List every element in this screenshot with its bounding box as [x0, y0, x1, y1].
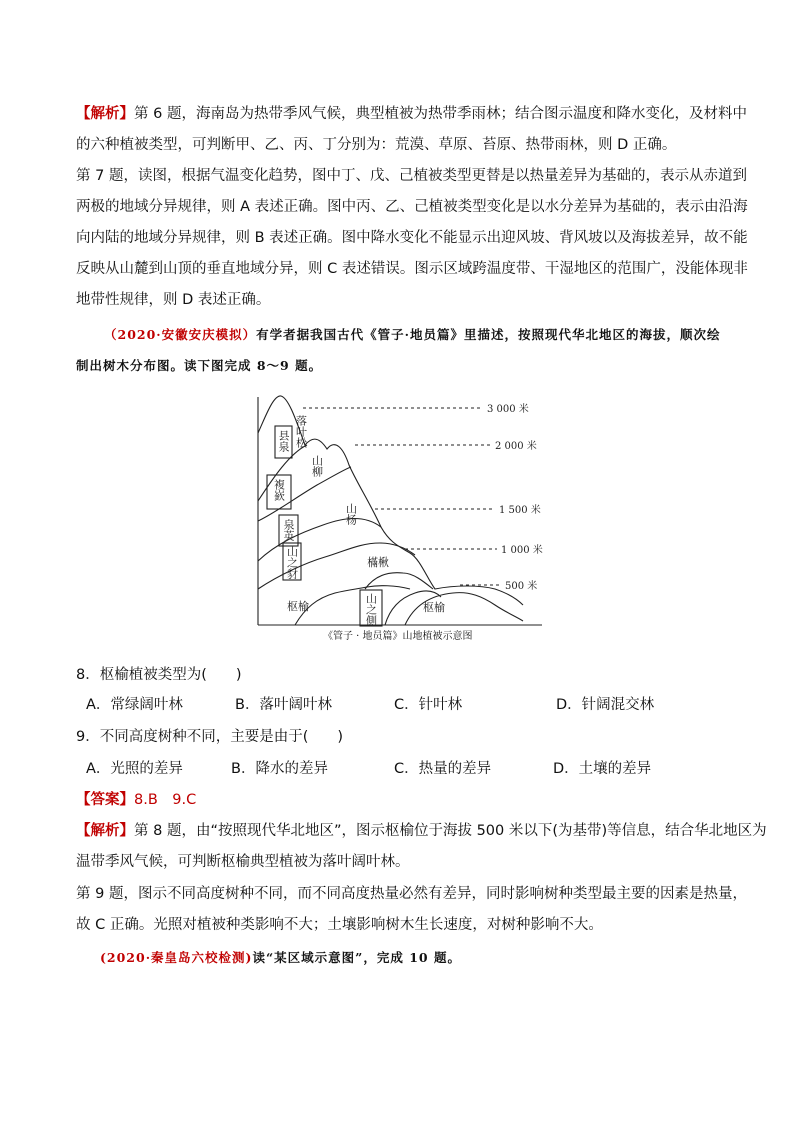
q9-option-b: B．降水的差异	[231, 761, 328, 777]
analysis2-line-2: 温带季风气候，可判断枢榆典型植被为落叶阔叶林。	[76, 854, 410, 870]
answer-text: 8.B 9.C	[134, 792, 197, 808]
zone-label-quanying: 泉英	[282, 519, 295, 541]
analysis-line-2: 的六种植被类型，可判断甲、乙、丙、丁分别为：荒漠、草原、苔原、热带雨林，则 D 正确。	[76, 137, 677, 153]
analysis-label: 【解析】	[76, 106, 134, 122]
zone-label-shanzhishao: 山之豺	[285, 546, 299, 579]
answer-line	[76, 790, 196, 810]
analysis-line-5: 向内陆的地域分异规律，则 B 表述正确。图中降水变化不能显示出迎风坡、背风坡以及海拔差异，故不能	[76, 230, 748, 246]
zone-label-hengjian: 樠楸	[367, 556, 389, 569]
zone-label-shanzhice: 山之側	[364, 593, 378, 626]
q9-option-c: C．热量的差异	[394, 761, 492, 777]
altitude-label: 1 500 米	[499, 505, 541, 516]
zone-label-shanyang: 山杨	[344, 503, 358, 525]
q8-option-a: A．常绿阔叶林	[86, 697, 183, 713]
zone-label-shanliu: 山柳	[310, 455, 324, 477]
zone-label-fuyan: 複嶔	[272, 479, 286, 501]
q9-option-d: D．土壤的差异	[553, 761, 652, 777]
altitude-label: 2 000 米	[495, 441, 537, 452]
zone-label-luoyesong: 落叶松	[294, 415, 308, 448]
zone-label-shuyu-left: 枢榆	[287, 600, 309, 613]
intro-8-9-line-2: 制出树木分布图。读下图完成 8～9 题。	[76, 358, 323, 373]
mountain-vegetation-figure	[255, 393, 545, 643]
question-source: （2020·安徽安庆模拟）	[104, 327, 257, 342]
analysis-line-6: 反映从山麓到山顶的垂直地域分异，则 C 表述错误。图示区域跨温度带、干湿地区的范围广，没能体现非	[76, 261, 748, 277]
altitude-label: 500 米	[505, 581, 538, 592]
altitude-label: 1 000 米	[501, 545, 543, 556]
intro-10-line: (2020·秦皇岛六校检测)读“某区域示意图”，完成 10 题。	[100, 950, 461, 965]
answer-label: 【答案】	[76, 792, 134, 808]
analysis2-line-4: 故 C 正确。光照对植被种类影响不大；土壤影响树木生长速度，对树种影响不大。	[76, 917, 603, 933]
analysis2-line-3: 第 9 题，图示不同高度树种不同，而不同高度热量必然有差异，同时影响树种类型最主要的因素是热量，	[76, 886, 747, 902]
q8-option-d: D．针阔混交林	[556, 697, 655, 713]
q9-stem: 9．不同高度树种不同，主要是由于( )	[76, 729, 344, 745]
zone-label-xuanquan: 县泉	[277, 430, 290, 452]
analysis-line-7: 地带性规律，则 D 表述正确。	[76, 292, 271, 308]
question-source: (2020·秦皇岛六校检测)	[100, 950, 253, 965]
analysis-line-3: 第 7 题，读图，根据气温变化趋势，图中丁、戊、己植被类型更替是以热量差异为基础的，表示从赤道到	[76, 168, 747, 184]
intro-8-9-line-1: （2020·安徽安庆模拟）有学者据我国古代《管子·地员篇》里描述，按照现代华北地区的海拔，顺次绘	[104, 327, 721, 342]
altitude-label: 3 000 米	[487, 404, 529, 415]
zone-label-shuyu-right: 枢榆	[423, 601, 445, 614]
q8-option-c: C．针叶林	[394, 697, 463, 713]
q8-stem: 8．枢榆植被类型为( )	[76, 667, 242, 683]
analysis-line-4: 两极的地域分异规律，则 A 表述正确。图中丙、乙、己植被类型变化是以水分差异为基础的，表示由沿海	[76, 199, 748, 215]
q9-option-a: A．光照的差异	[86, 761, 183, 777]
analysis-line-1: 【解析】第 6 题，海南岛为热带季风气候，典型植被为热带季雨林；结合图示温度和降水变化，及材料中	[76, 106, 747, 122]
q8-option-b: B．落叶阔叶林	[235, 697, 332, 713]
figure-caption: 《管子 · 地员篇》山地植被示意图	[323, 631, 473, 642]
analysis2-line-1: 【解析】第 8 题，由“按照现代华北地区”，图示枢榆位于海拔 500 米以下(为基带)等信息，结合华北地区为	[76, 823, 767, 839]
analysis-label: 【解析】	[76, 823, 134, 839]
